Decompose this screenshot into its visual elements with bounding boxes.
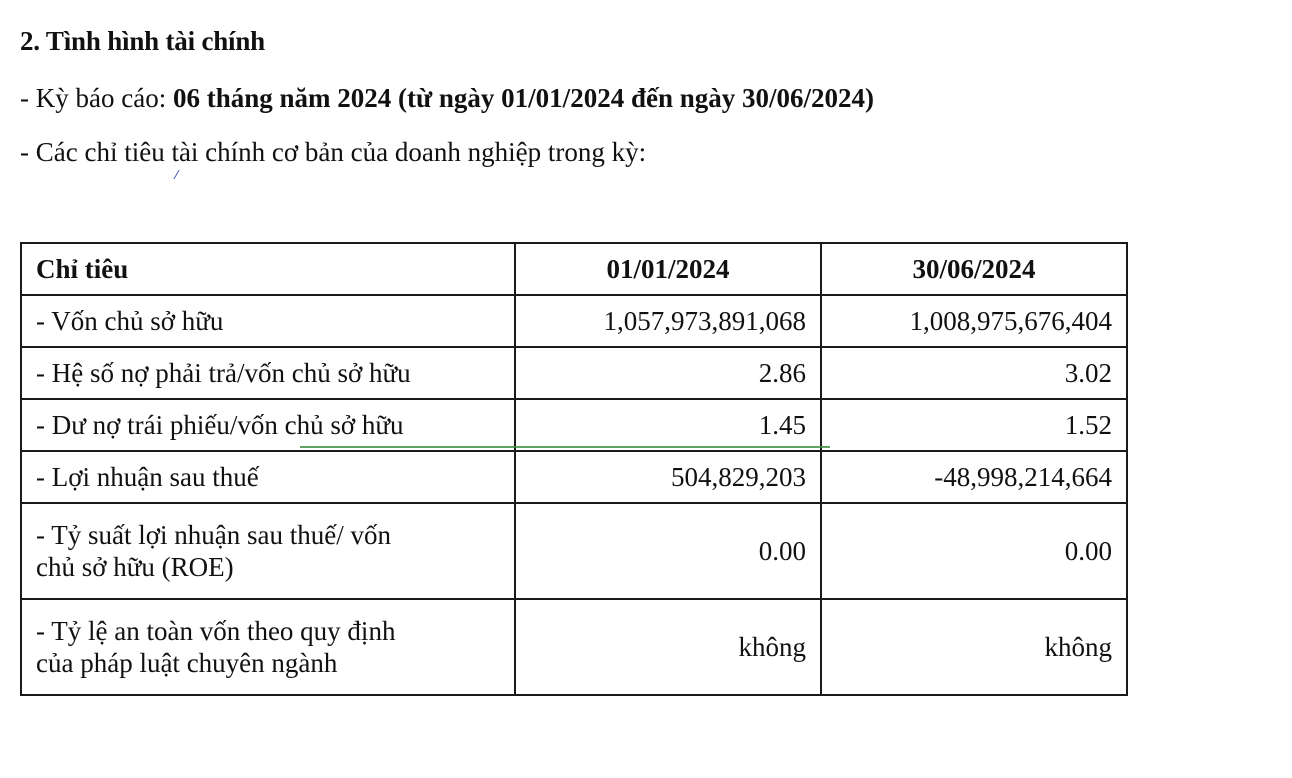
row-value-start: 2.86 (515, 347, 821, 399)
row-label (21, 599, 515, 695)
row-value-end: 1.52 (821, 399, 1127, 451)
row-value-start: 0.00 (515, 503, 821, 599)
row-value-start: 504,829,203 (515, 451, 821, 503)
header-date-start: 01/01/2024 (515, 243, 821, 295)
table-row (21, 503, 1127, 599)
row-label-line2: của pháp luật chuyên ngành (36, 648, 338, 678)
header-indicator: Chỉ tiêu (21, 243, 515, 295)
header-date-end: 30/06/2024 (821, 243, 1127, 295)
pen-mark (173, 170, 185, 179)
row-label-line1: - Tỷ suất lợi nhuận sau thuế/ vốn (36, 520, 391, 550)
row-value-start: không (515, 599, 821, 695)
section-heading: 2. Tình hình tài chính (20, 26, 265, 56)
indicators-intro: - Các chỉ tiêu tài chính cơ bản của doanh nghiệp trong kỳ: (20, 137, 647, 167)
row-label-line2: chủ sở hữu (ROE) (36, 552, 234, 582)
row-label: - Lợi nhuận sau thuế (21, 451, 515, 503)
row-value-end: 3.02 (821, 347, 1127, 399)
row-value-start: 1,057,973,891,068 (515, 295, 821, 347)
scan-artifact-line (300, 446, 830, 448)
table-row (21, 599, 1127, 695)
table-row (21, 451, 1127, 503)
row-value-end: 1,008,975,676,404 (821, 295, 1127, 347)
financial-indicators-table (20, 242, 1128, 696)
row-value-end: không (821, 599, 1127, 695)
row-value-end: -48,998,214,664 (821, 451, 1127, 503)
table-row (21, 399, 1127, 451)
report-period-value: 06 tháng năm 2024 (từ ngày 01/01/2024 đến ngày 30/06/2024) (172, 83, 874, 113)
table-header-row (21, 243, 1127, 295)
row-value-end: 0.00 (821, 503, 1127, 599)
table-row (21, 347, 1127, 399)
row-label: - Hệ số nợ phải trả/vốn chủ sở hữu (21, 347, 515, 399)
row-label-line1: - Tỷ lệ an toàn vốn theo quy định (36, 616, 396, 646)
report-period-label: - Kỳ báo cáo: (20, 83, 173, 113)
table-row (21, 295, 1127, 347)
row-label (21, 503, 515, 599)
row-label: - Dư nợ trái phiếu/vốn chủ sở hữu (21, 399, 515, 451)
report-period-line (20, 83, 874, 114)
row-value-start: 1.45 (515, 399, 821, 451)
row-label: - Vốn chủ sở hữu (21, 295, 515, 347)
